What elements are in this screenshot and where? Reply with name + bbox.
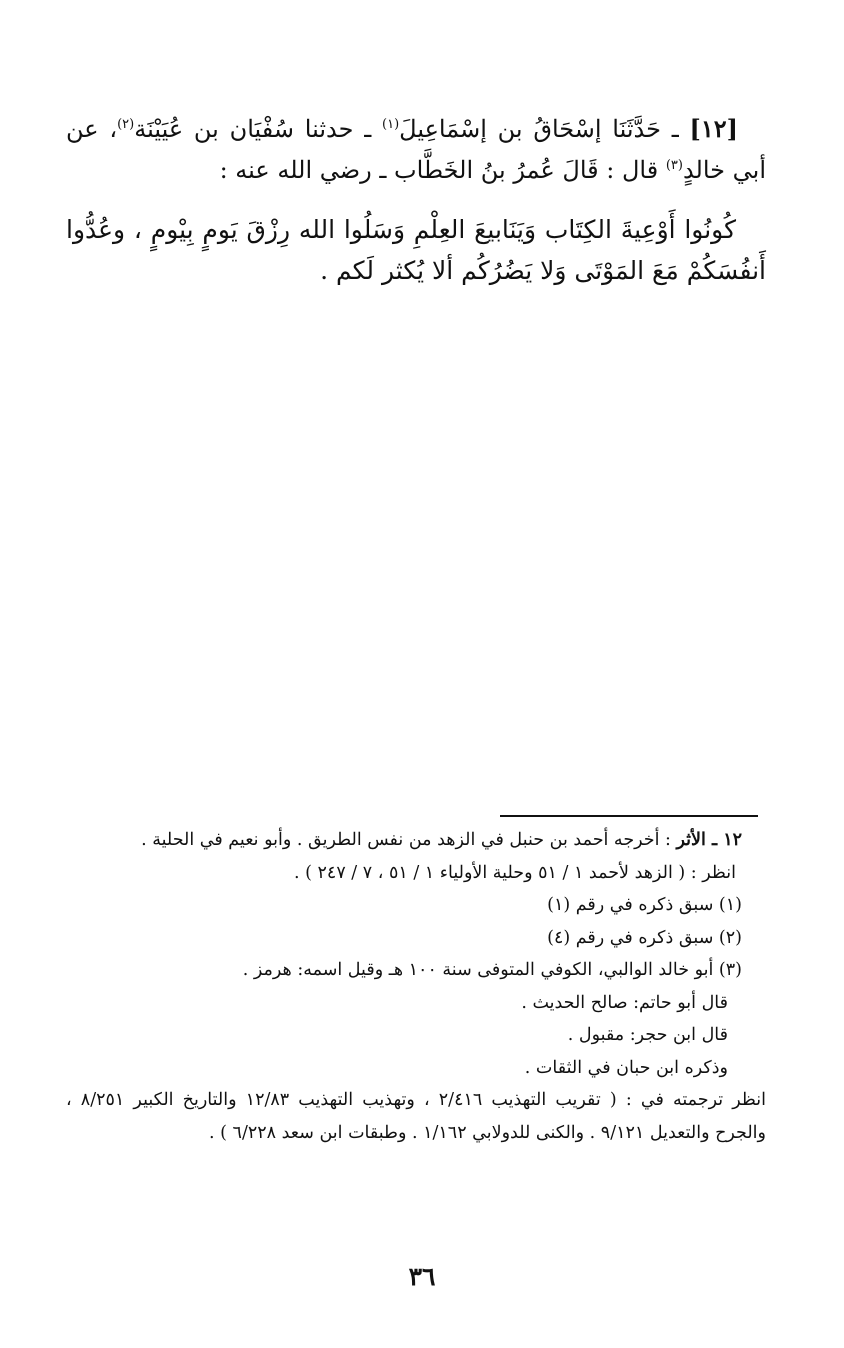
page-number: ٣٦: [408, 1262, 436, 1291]
quote-text: كُونُوا أَوْعِيةَ الكِتَاب وَيَنَابيعَ العِلْمِ وَسَلُوا الله رِزْقَ يَومٍ بِيْومٍ ، وعُدُّوا أَنفُسَكُمْ مَعَ المَوْتَى وَلا يَضُرُكُم ألا يُكثر لَكم .: [66, 215, 766, 285]
footnote-12-text: : أخرجه أحمد بن حنبل في الزهد من نفس الطريق . وأبو نعيم في الحلية .: [141, 830, 677, 850]
chain-text-part-1: ـ حَدَّثَنَا إسْحَاقُ بن إسْمَاعِيلَ: [399, 115, 690, 143]
footnote-1: (١) سبق ذكره في رقم (١): [547, 895, 742, 915]
footnote-3-abu-hatim: قال أبو حاتم: صالح الحديث .: [521, 992, 728, 1013]
footnote-3-ibn-hajar: قال ابن حجر: مقبول .: [567, 1025, 728, 1045]
footnote-12-label: ١٢ ـ الأثر: [676, 830, 742, 850]
footnote-ref-2: (٢): [117, 117, 135, 132]
footnote-3-ibn-hibban: وذكره ابن حبان في الثقات .: [524, 1057, 728, 1078]
footnotes: [66, 824, 766, 1149]
footnote-12: [66, 824, 766, 857]
main-text: [66, 108, 766, 291]
hadith-chain: [66, 108, 766, 191]
footnote-ref-3: (٣): [665, 158, 683, 173]
chain-text-part-2: ـ حدثنا سُفْيَان بن عُيَيْنَة: [134, 115, 383, 143]
footnote-3-sources: انظر ترجمته في : ( تقريب التهذيب ٢/٤١٦ ، وتهذيب التهذيب ١٢/٨٣ والتاريخ الكبير ٨/٢٥١ ، والجرح والتعديل ٩/١٢١ . والكنى للدولابي ١/١٦٢ . وطبقات ابن سعد ٦/٢٢٨ ) .: [66, 1090, 767, 1143]
footnote-separator: [500, 815, 758, 817]
chain-text-part-4: قال : قَالَ عُمرُ بنُ الخَطَّاب ـ رضي الله عنه :: [219, 156, 666, 184]
footnote-2: (٢) سبق ذكره في رقم (٤): [547, 927, 742, 948]
footnote-3: (٣) أبو خالد الوالبي، الكوفي المتوفى سنة ١٠٠ هـ وقيل اسمه: هرمز .: [242, 960, 742, 980]
footnote-12-sources: انظر : ( الزهد لأحمد ١ / ٥١ وحلية الأولياء ١ / ٥١ ، ٧ / ٢٤٧ ) .: [294, 862, 736, 883]
chain-text-part-3: ، عن أبي خالدٍ: [66, 115, 766, 184]
narration-number: [١٢]: [689, 114, 738, 143]
footnote-ref-1: (١): [382, 117, 400, 132]
